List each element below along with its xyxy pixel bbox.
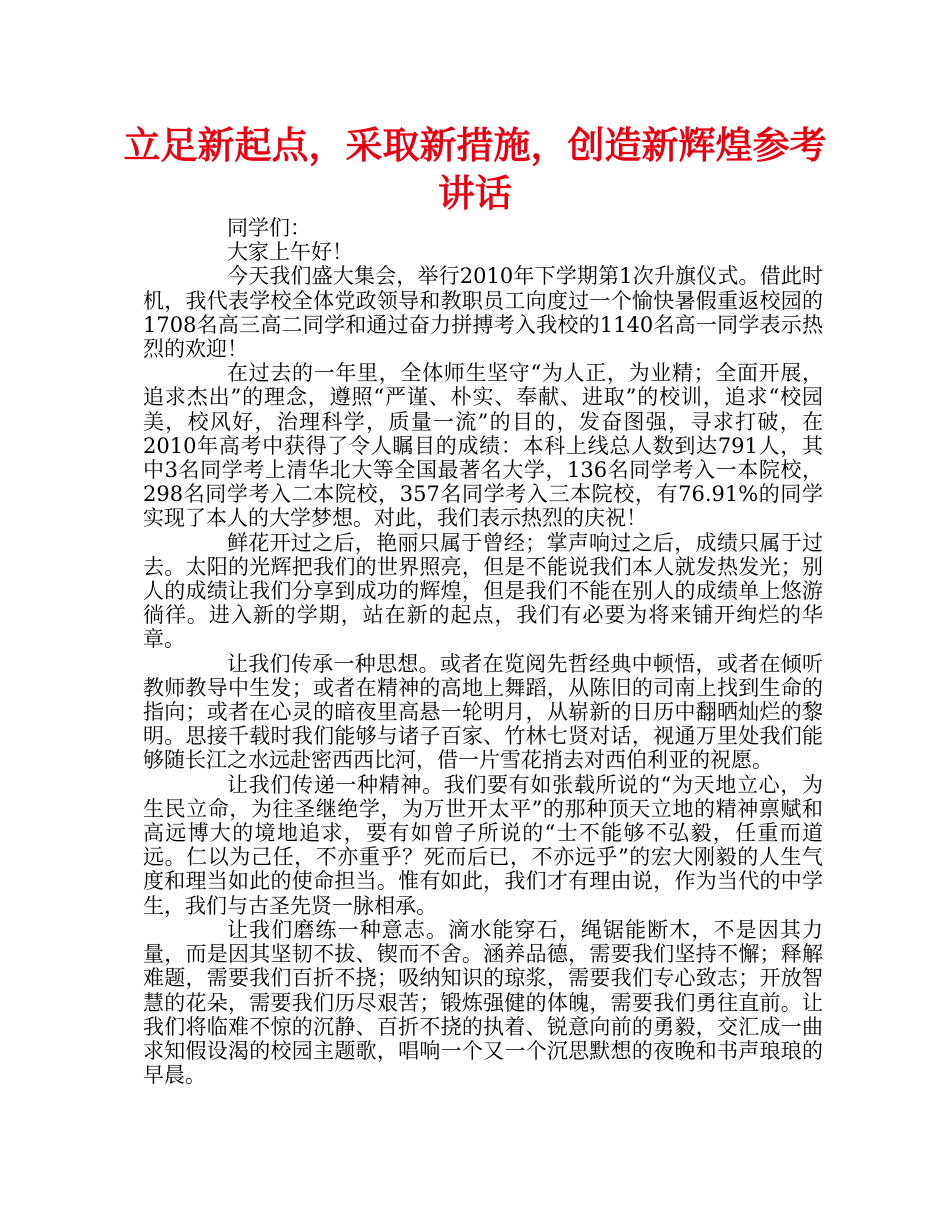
paragraph-new-start: 鲜花开过之后，艳丽只属于曾经；掌声响过之后，成绩只属于过去。太阳的光辉把我们的世界照亮，但是不能说我们本人就发热发光；别人的成绩让我们分享到成功的辉煌，但是我们不能在别人的成绩单上悠游徜徉。进入新的学期，站在新的起点，我们有必要为将来铺开绚烂的华章。 — [143, 530, 823, 652]
paragraph-opening: 今天我们盛大集会，举行2010年下学期第1次升旗仪式。借此时机，我代表学校全体党政领导和教职员工向度过一个愉快暑假重返校园的1708名高三高二同学和通过奋力拼搏考入我校的1140名高一同学表示热烈的欢迎！ — [143, 264, 823, 362]
document-body — [143, 216, 823, 1087]
paragraph-pass-spirit: 让我们传递一种精神。我们要有如张载所说的“为天地立心，为生民立命，为往圣继绝学，为万世开太平”的那种顶天立地的精神禀赋和高远博大的境地追求，要有如曾子所说的“士不能够不弘毅，任重而道远。仁以为己任，不亦重乎？死而后已，不亦远乎”的宏大刚毅的人生气度和理当如此的使命担当。惟有如此，我们才有理由说，作为当代的中学生，我们与古圣先贤一脉相承。 — [143, 772, 823, 918]
document-title: 立足新起点，采取新措施，创造新辉煌参考讲话 — [123, 124, 827, 215]
paragraph-achievements: 在过去的一年里，全体师生坚守“为人正，为业精；全面开展，追求杰出”的理念，遵照“严谨、朴实、奉献、进取”的校训，追求“校园美，校风好，治理科学，质量一流”的目的，发奋图强，寻求打破，在2010年高考中获得了令人瞩目的成绩：本科上线总人数到达791人，其中3名同学考上清华北大等全国最著名大学，136名同学考入一本院校，298名同学考入二本院校，357名同学考入三本院校，有76.91%的同学实现了本人的大学梦想。对此，我们表示热烈的庆祝！ — [143, 361, 823, 531]
greeting-line: 大家上午好！ — [227, 240, 353, 265]
paragraph-inherit-thought: 让我们传承一种思想。或者在览阅先哲经典中顿悟，或者在倾听教师教导中生发；或者在精神的高地上舞蹈，从陈旧的司南上找到生命的指向；或者在心灵的暗夜里高悬一轮明月，从崭新的日历中翻晒灿烂的黎明。思接千载时我们能够与诸子百家、竹林七贤对话，视通万里处我们能够随长江之水远赴密西西比河，借一片雪花捎去对西伯利亚的祝愿。 — [143, 651, 823, 773]
salutation-line: 同学们： — [227, 216, 311, 240]
paragraph-temper-will: 让我们磨练一种意志。滴水能穿石，绳锯能断木，不是因其力量，而是因其坚韧不拔、锲而不舍。涵养品德，需要我们坚持不懈；释解难题，需要我们百折不挠；吸纳知识的琼浆，需要我们专心致志；开放智慧的花朵，需要我们历尽艰苦；锻炼强健的体魄，需要我们勇往直前。让我们将临难不惊的沉静、百折不挠的执着、锐意向前的勇毅，交汇成一曲求知假设渴的校园主题歌，唱响一个又一个沉思默想的夜晚和书声琅琅的早晨。 — [143, 917, 823, 1088]
